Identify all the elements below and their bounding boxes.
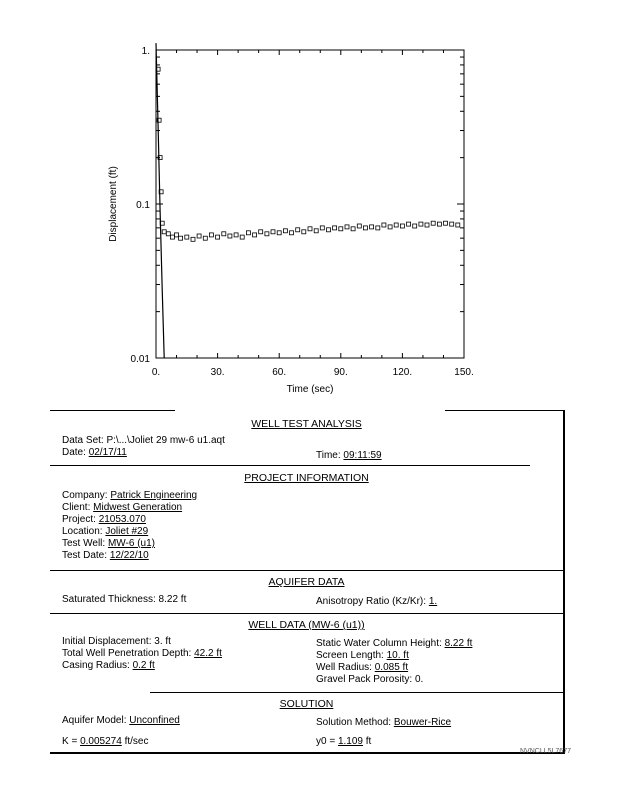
aquifer-model-value: Unconfined xyxy=(129,715,180,726)
data-point xyxy=(320,226,324,230)
data-point xyxy=(351,227,355,231)
data-point xyxy=(191,237,195,241)
y-tick-label: 1. xyxy=(141,46,150,57)
axis-ticks xyxy=(156,50,464,358)
company-value: Patrick Engineering xyxy=(110,490,198,501)
project-label: Project: xyxy=(62,514,96,525)
penetration-depth-label: Total Well Penetration Depth: xyxy=(62,648,192,659)
k-unit: ft/sec xyxy=(124,736,149,747)
data-point xyxy=(175,233,179,237)
data-point xyxy=(388,225,392,229)
data-point xyxy=(265,232,269,236)
y-tick-label: 0.1 xyxy=(136,200,150,211)
gravel-porosity-row xyxy=(316,674,423,686)
solution-method-value: Bouwer-Rice xyxy=(393,717,452,728)
test-well-row xyxy=(62,538,155,550)
divider xyxy=(50,570,563,571)
test-date-label: Test Date: xyxy=(62,550,108,561)
well-radius-label: Well Radius: xyxy=(316,662,372,673)
data-set-row xyxy=(62,435,225,447)
data-point xyxy=(382,223,386,227)
data-point xyxy=(246,231,250,235)
data-point xyxy=(339,227,343,231)
aquifer-model-row xyxy=(62,715,180,727)
data-point xyxy=(222,232,226,236)
data-point xyxy=(370,225,374,229)
saturated-thickness-row xyxy=(62,594,186,606)
data-point xyxy=(308,227,312,231)
well-data-header: WELL DATA (MW-6 (u1)) xyxy=(248,619,365,631)
data-point xyxy=(271,230,275,234)
data-points xyxy=(156,43,460,358)
data-point xyxy=(425,223,429,227)
data-point xyxy=(228,234,232,238)
data-point xyxy=(376,226,380,230)
date-label: Date: xyxy=(62,447,86,458)
y0-label: y0 = xyxy=(316,736,336,747)
data-set-label: Data Set: xyxy=(62,435,104,446)
data-point xyxy=(209,233,213,237)
saturated-thickness-label: Saturated Thickness: xyxy=(62,594,156,605)
data-point xyxy=(302,230,306,234)
project-value: 21053.070 xyxy=(98,514,146,525)
data-point xyxy=(437,222,441,226)
data-point xyxy=(277,231,281,235)
test-well-value: MW-6 (u1) xyxy=(107,538,155,549)
data-point xyxy=(444,221,448,225)
well-test-report xyxy=(50,410,565,754)
k-label: K xyxy=(62,736,69,747)
gravel-porosity-label: Gravel Pack Porosity: xyxy=(316,674,413,685)
aquifer-header: AQUIFER DATA xyxy=(268,576,345,588)
x-tick-label: 60. xyxy=(272,367,287,378)
divider xyxy=(50,465,530,466)
data-point xyxy=(363,226,367,230)
x-tick-label: 30. xyxy=(210,367,225,378)
initial-displacement-label: Initial Displacement: xyxy=(62,636,152,647)
k-row: K = 0.005274 ft/sec xyxy=(62,736,149,747)
client-value: Midwest Generation xyxy=(93,502,183,513)
divider xyxy=(150,692,563,693)
test-date-value: 12/22/10 xyxy=(109,550,149,561)
data-point xyxy=(394,223,398,227)
data-point xyxy=(400,224,404,228)
data-point xyxy=(283,229,287,233)
location-row xyxy=(62,526,148,538)
project-header: PROJECT INFORMATION xyxy=(244,472,369,484)
data-point xyxy=(333,226,337,230)
data-point xyxy=(179,236,183,240)
y0-unit: ft xyxy=(365,736,372,747)
penetration-depth-row xyxy=(62,648,222,660)
data-point xyxy=(197,234,201,238)
date-row xyxy=(62,447,127,459)
data-point xyxy=(431,221,435,225)
anisotropy-label: Anisotropy Ratio (Kz/Kr): xyxy=(316,596,427,607)
screen-length-label: Screen Length: xyxy=(316,650,384,661)
y0-row xyxy=(316,736,371,748)
test-date-row xyxy=(62,550,149,562)
date-value: 02/17/11 xyxy=(88,447,127,458)
x-axis-label: Time (sec) xyxy=(286,384,334,395)
company-label: Company: xyxy=(62,490,108,501)
location-value: Joliet #29 xyxy=(105,526,149,537)
data-point xyxy=(456,223,460,227)
solution-header: SOLUTION xyxy=(279,698,334,710)
data-point xyxy=(450,222,454,226)
data-point xyxy=(357,224,361,228)
y-tick-label: 0.01 xyxy=(130,354,150,365)
solution-method-label: Solution Method: xyxy=(316,717,392,728)
anisotropy-row xyxy=(316,596,437,608)
project-row xyxy=(62,514,146,526)
initial-displacement-value: 3. ft xyxy=(154,636,171,647)
k-value: 0.005274 xyxy=(80,736,122,747)
plot-frame xyxy=(156,50,464,358)
x-tick-label: 150. xyxy=(454,367,474,378)
data-point xyxy=(253,233,257,237)
x-tick-label: 0. xyxy=(151,367,161,378)
company-row xyxy=(62,490,197,502)
data-point xyxy=(419,222,423,226)
client-label: Client: xyxy=(62,502,91,513)
data-point xyxy=(203,236,207,240)
saturated-thickness-value: 8.22 ft xyxy=(158,594,187,605)
time-value: 09:11:59 xyxy=(343,450,382,461)
casing-radius-row xyxy=(62,660,155,672)
data-point xyxy=(185,235,189,239)
data-point xyxy=(162,230,166,234)
data-point xyxy=(327,228,331,232)
data-point xyxy=(259,230,263,234)
static-column-row xyxy=(316,638,472,650)
well-radius-value: 0.085 ft xyxy=(374,662,409,673)
solution-method-row xyxy=(316,717,451,729)
static-column-value: 8.22 ft xyxy=(444,638,473,649)
gravel-porosity-value: 0. xyxy=(414,674,424,685)
anisotropy-value: 1. xyxy=(428,596,438,607)
data-point xyxy=(296,228,300,232)
client-row xyxy=(62,502,182,514)
data-point xyxy=(170,235,174,239)
casing-radius-label: Casing Radius: xyxy=(62,660,130,671)
report-title: WELL TEST ANALYSIS xyxy=(251,418,362,430)
x-tick-label: 120. xyxy=(392,367,413,378)
y0-value: 1.109 xyxy=(337,736,363,747)
data-point xyxy=(314,229,318,233)
y-axis-label: Displacement (ft) xyxy=(108,166,119,242)
location-label: Location: xyxy=(62,526,103,537)
solution-line xyxy=(156,43,164,358)
aquifer-model-label: Aquifer Model: xyxy=(62,715,127,726)
data-point xyxy=(407,222,411,226)
axis-tick-labels xyxy=(131,46,474,378)
data-point xyxy=(345,225,349,229)
static-column-label: Static Water Column Height: xyxy=(316,638,442,649)
x-tick-label: 90. xyxy=(333,367,348,378)
time-row xyxy=(316,450,382,462)
data-point xyxy=(290,231,294,235)
well-radius-row xyxy=(316,662,408,674)
screen-length-value: 10. ft xyxy=(386,650,409,661)
document-stamp: NVNCLL5L7677 xyxy=(520,748,571,755)
time-label: Time: xyxy=(316,450,341,461)
divider xyxy=(50,613,563,614)
data-point xyxy=(234,233,238,237)
data-set-value: P:\...\Joliet 29 mw-6 u1.aqt xyxy=(106,435,225,446)
data-point xyxy=(216,235,220,239)
data-point xyxy=(413,224,417,228)
data-point xyxy=(240,235,244,239)
penetration-depth-value: 42.2 ft xyxy=(194,648,222,659)
test-well-label: Test Well: xyxy=(62,538,106,549)
screen-length-row xyxy=(316,650,409,662)
casing-radius-value: 0.2 ft xyxy=(132,660,155,671)
data-point xyxy=(166,232,170,236)
initial-displacement-row xyxy=(62,636,171,648)
